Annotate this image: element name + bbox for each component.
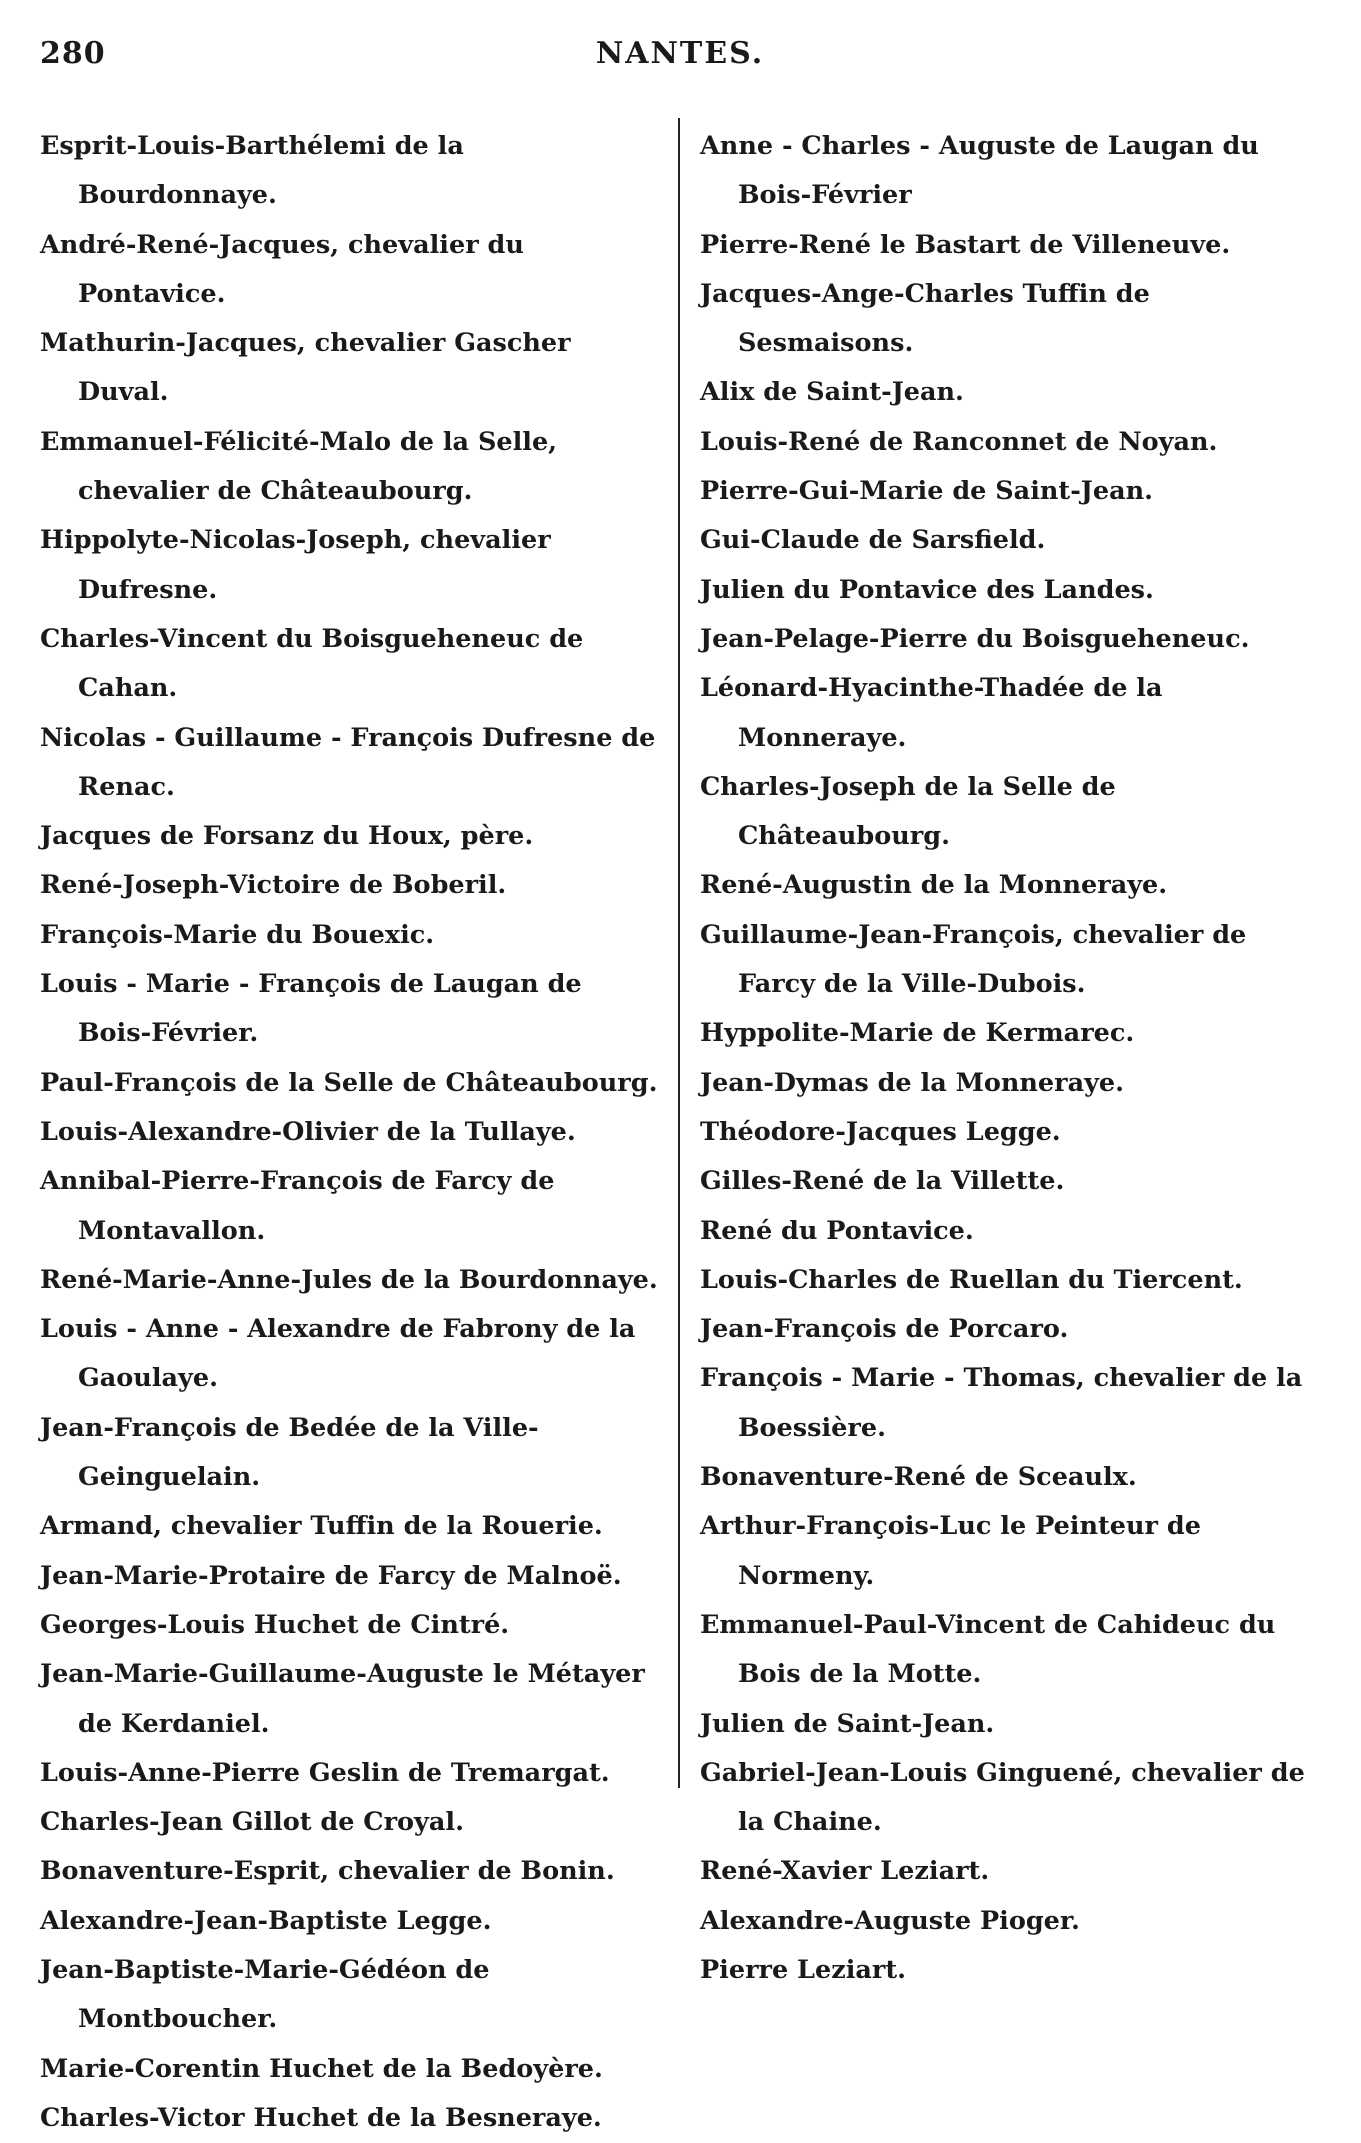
list-item: Annibal-Pierre-François de Farcy de Montavallon. [40,1166,555,1246]
list-item: Bonaventure-Esprit, chevalier de Bonin. [40,1856,615,1887]
column-divider [678,118,680,1788]
list-item: Jean-Pelage-Pierre du Boisgueheneuc. [700,623,1250,654]
list-item: Pierre-Gui-Marie de Saint-Jean. [700,476,1154,507]
left-name-column [40,122,662,2143]
list-item: Julien du Pontavice des Landes. [700,574,1154,605]
list-item: Théodore-Jacques Legge. [700,1116,1061,1147]
list-item: Gilles-René de la Villette. [700,1166,1065,1197]
list-item: Jean-Marie-Protaire de Farcy de Malnoë. [40,1560,622,1591]
list-item: Paul-François de la Selle de Châteaubourg. [40,1067,658,1098]
list-item: Julien de Saint-Jean. [700,1708,995,1739]
list-item: Guillaume-Jean-François, chevalier de Farcy de la Ville-Dubois. [700,919,1247,1000]
list-item: Bonaventure-René de Sceaulx. [700,1462,1137,1493]
list-item: Louis-Anne-Pierre Geslin de Tremargat. [40,1757,610,1788]
list-item: François-Marie du Bouexic. [40,919,435,950]
list-item: François - Marie - Thomas, chevalier de la Boessière. [700,1363,1303,1443]
list-item: Jean-François de Bedée de la Ville-Geinguelain. [40,1412,539,1493]
list-item: Jean-Baptiste-Marie-Gédéon de Montboucher. [40,1954,490,2035]
list-item: Alix de Saint-Jean. [700,377,964,408]
list-item: Alexandre-Auguste Pioger. [700,1905,1080,1936]
list-item: Jean-François de Porcaro. [700,1314,1069,1345]
list-item: Marie-Corentin Huchet de la Bedoyère. [40,2053,603,2084]
list-item: René-Joseph-Victoire de Boberil. [40,870,507,901]
list-item: René-Marie-Anne-Jules de la Bourdonnaye. [40,1264,658,1295]
list-item: Hippolyte-Nicolas-Joseph, chevalier Dufresne. [40,525,551,605]
list-item: Alexandre-Jean-Baptiste Legge. [40,1905,492,1936]
list-item: André-René-Jacques, chevalier du Pontavice. [40,229,524,309]
list-item: Louis-Charles de Ruellan du Tiercent. [700,1264,1243,1295]
list-item: René-Augustin de la Monneraye. [700,870,1168,901]
list-item: Jean-Marie-Guillaume-Auguste le Métayer de Kerdaniel. [40,1659,645,1739]
running-title: NANTES. [595,36,765,71]
list-item: Charles-Vincent du Boisgueheneuc de Cahan. [40,623,584,704]
list-item: Anne - Charles - Auguste de Laugan du Bois-Février [700,131,1259,211]
list-item: Jacques-Ange-Charles Tuffin de Sesmaisons. [700,278,1150,359]
list-item: Pierre-René le Bastart de Villeneuve. [700,229,1231,260]
list-item: Louis - Marie - François de Laugan de Bois-Février. [40,969,582,1049]
list-item: Mathurin-Jacques, chevalier Gascher Duval. [40,328,571,408]
list-item: René-Xavier Leziart. [700,1856,990,1887]
list-item: Emmanuel-Félicité-Malo de la Selle, chevalier de Châteaubourg. [40,426,558,507]
list-item: Esprit-Louis-Barthélemi de la Bourdonnaye. [40,131,464,211]
list-item: Gui-Claude de Sarsfield. [700,525,1046,556]
list-item: Charles-Joseph de la Selle de Châteaubourg. [700,771,1116,852]
list-item: Georges-Louis Huchet de Cintré. [40,1609,510,1640]
list-item: Armand, chevalier Tuffin de la Rouerie. [40,1511,603,1542]
list-item: Hyppolite-Marie de Kermarec. [700,1018,1135,1049]
list-item: Charles-Victor Huchet de la Besneraye. [40,2102,602,2133]
list-item: Emmanuel-Paul-Vincent de Cahideuc du Bois de la Motte. [700,1609,1276,1690]
list-item: Pierre Leziart. [700,1954,906,1985]
list-item: Nicolas - Guillaume - François Dufresne de Renac. [40,722,656,802]
list-item: Louis - Anne - Alexandre de Fabrony de la Gaoulaye. [40,1314,636,1394]
list-item: René du Pontavice. [700,1215,974,1246]
list-item: Léonard-Hyacinthe-Thadée de la Monneraye. [700,673,1163,753]
right-name-column [700,122,1330,1995]
list-item: Jean-Dymas de la Monneraye. [700,1067,1125,1098]
page-number: 280 [40,36,106,71]
list-item: Charles-Jean Gillot de Croyal. [40,1807,464,1838]
list-item: Louis-René de Ranconnet de Noyan. [700,426,1218,457]
list-item: Jacques de Forsanz du Houx, père. [40,821,534,852]
list-item: Gabriel-Jean-Louis Ginguené, chevalier de la Chaine. [700,1757,1305,1838]
list-item: Arthur-François-Luc le Peinteur de Normeny. [700,1511,1201,1591]
list-item: Louis-Alexandre-Olivier de la Tullaye. [40,1116,576,1147]
